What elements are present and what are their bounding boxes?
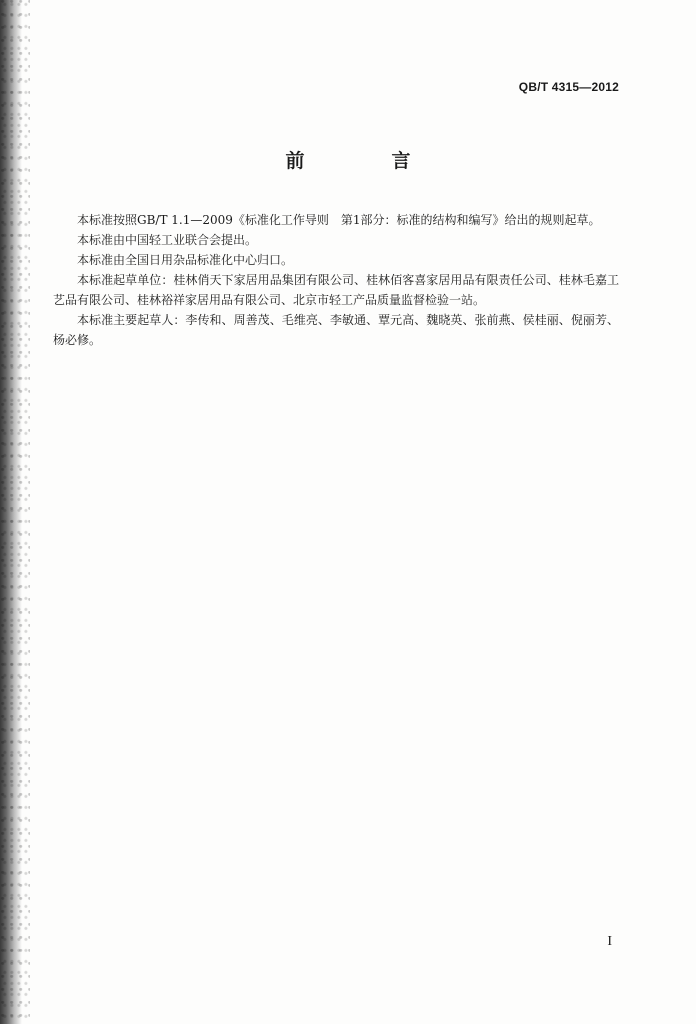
foreword-body (53, 210, 619, 350)
paragraph-drafting-rules: 本标准按照GB/T 1.1—2009《标准化工作导则 第1部分：标准的结构和编写》给出的规则起草。 (77, 213, 601, 227)
page-number: I (607, 934, 612, 949)
paragraph-drafters: 本标准主要起草人：李传和、周善茂、毛维亮、李敏通、覃元高、魏晓英、张前燕、侯桂丽、倪丽芳、杨必修。 (53, 313, 619, 347)
paragraph-proposer: 本标准由中国轻工业联合会提出。 (77, 233, 258, 247)
paragraph-drafting-units: 本标准起草单位：桂林俏天下家居用品集团有限公司、桂林佰客喜家居用品有限责任公司、桂林毛嘉工艺品有限公司、桂林裕祥家居用品有限公司、北京市轻工产品质量监督检验一站。 (53, 273, 619, 307)
page-title: 前 言 (285, 150, 445, 172)
paragraph-centralized-unit: 本标准由全国日用杂品标准化中心归口。 (77, 253, 294, 267)
standard-code: QB/T 4315—2012 (518, 80, 619, 94)
